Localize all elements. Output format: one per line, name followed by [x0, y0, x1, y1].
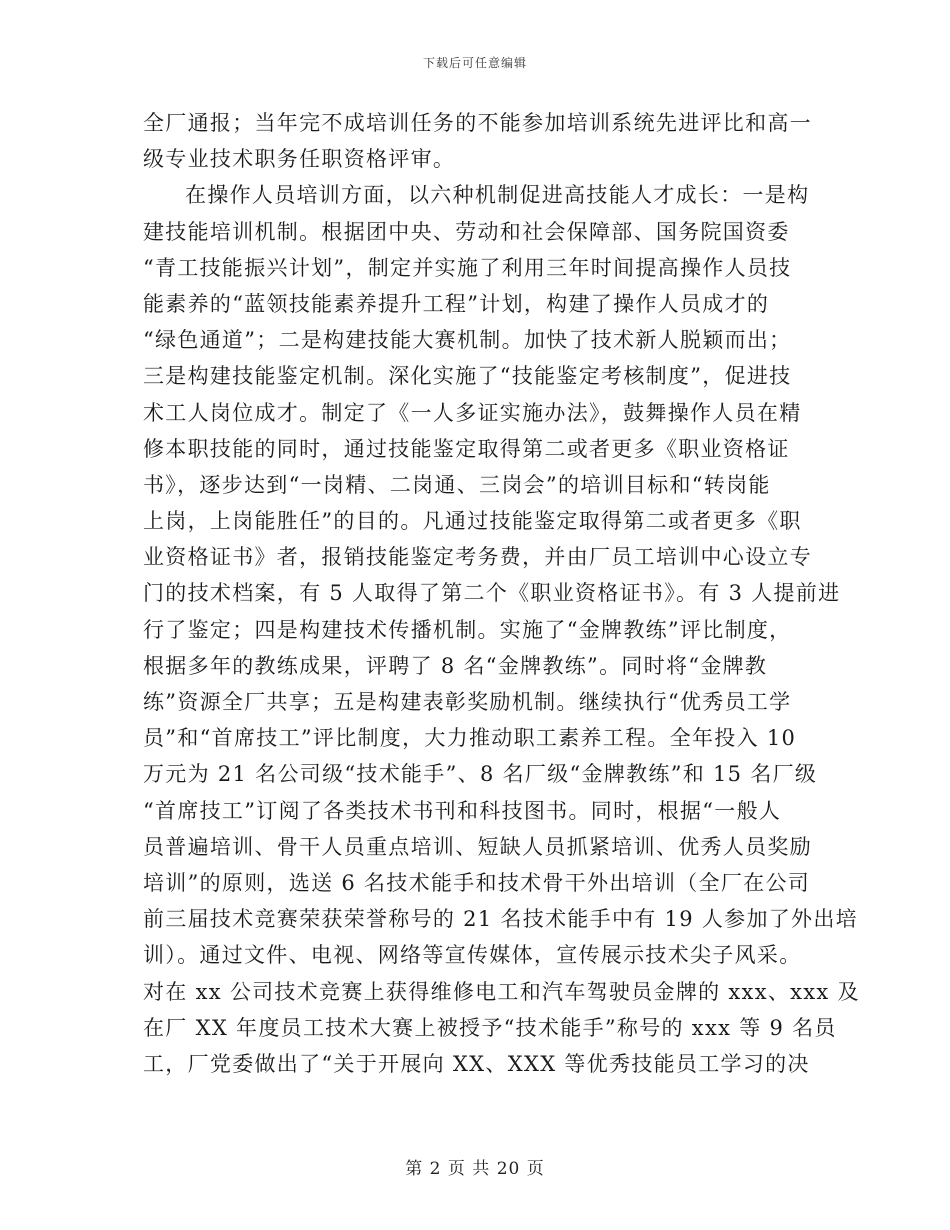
text-line: 对在 xx 公司技术竞赛上获得维修电工和汽车驾驶员金牌的 xxx、xxx 及 [143, 979, 860, 1004]
text-line: 三是构建技能鉴定机制。深化实施了“技能鉴定考核制度”，促进技 [143, 364, 792, 389]
text-line: 万元为 21 名公司级“技术能手”、8 名厂级“金牌教练”和 15 名厂级 [143, 762, 818, 787]
text-line: 能素养的“蓝领技能素养提升工程”计划，构建了操作人员成才的 [143, 291, 770, 316]
text-line: 工，厂党委做出了“关于开展向 XX、XXX 等优秀技能员工学习的决 [143, 1051, 810, 1076]
text-line: 全厂通报；当年完不成培训任务的不能参加培训系统先进评比和高一 [143, 111, 812, 135]
text-line: 上岗，上岗能胜任”的目的。凡通过技能鉴定取得第二或者更多《职 [143, 509, 802, 534]
text-line: 修本职技能的同时，通过技能鉴定取得第二或者更多《职业资格证 [143, 436, 790, 461]
text-line: 门的技术档案，有 5 人取得了第二个《职业资格证书》。有 3 人提前进 [143, 581, 841, 606]
body-text [143, 105, 860, 1082]
text-line: 培训”的原则，选送 6 名技术能手和技术骨干外出培训（全厂在公司 [143, 870, 811, 895]
page-footer [0, 1154, 950, 1179]
text-line: 前三届技术竞赛荣获荣誉称号的 21 名技术能手中有 19 人参加了外出培 [143, 907, 858, 932]
text-line: 业资格证书》者，报销技能鉴定考务费，并由厂员工培训中心设立专 [143, 545, 812, 570]
text-line: 在厂 XX 年度员工技术大赛上被授予“技术能手”称号的 xxx 等 9 名员 [143, 1015, 837, 1040]
text-line: 行了鉴定；四是构建技术传播机制。实施了“金牌教练”评比制度， [143, 617, 792, 642]
text-line: “青工技能振兴计划”，制定并实施了利用三年时间提高操作人员技 [143, 255, 792, 280]
text-line: 在操作人员培训方面，以六种机制促进高技能人才成长：一是构 [185, 183, 810, 208]
text-line: 根据多年的教练成果，评聘了 8 名“金牌教练”。同时将“金牌教 [143, 653, 768, 678]
text-line: 书》，逐步达到“一岗精、二岗通、三岗会”的培训目标和“转岗能 [143, 472, 771, 497]
text-line: 建技能培训机制。根据团中央、劳动和社会保障部、国务院国资委 [143, 219, 790, 244]
text-line: 练”资源全厂共享；五是构建表彰奖励机制。继续执行“优秀员工学 [143, 690, 792, 714]
text-line: 员普遍培训、骨干人员重点培训、短缺人员抓紧培训、优秀人员奖励 [143, 834, 812, 859]
text-line: 术工人岗位成才。制定了《一人多证实施办法》，鼓舞操作人员在精 [143, 400, 802, 425]
text-line: 训）。通过文件、电视、网络等宣传媒体，宣传展示技术尖子风采。 [143, 943, 802, 968]
text-line: “首席技工”订阅了各类技术书刊和科技图书。同时，根据“一般人 [143, 798, 782, 823]
text-line: 级专业技术职务任职资格评审。 [143, 147, 456, 172]
page-number: 第 2 页 共 20 页 [405, 1159, 545, 1179]
text-line: 员”和“首席技工”评比制度，大力推动职工素养工程。全年投入 10 [143, 726, 797, 751]
text-line: “绿色通道”；二是构建技能大赛机制。加快了技术新人脱颖而出； [143, 328, 792, 353]
header-note: 下载后可任意编辑 [422, 56, 527, 70]
